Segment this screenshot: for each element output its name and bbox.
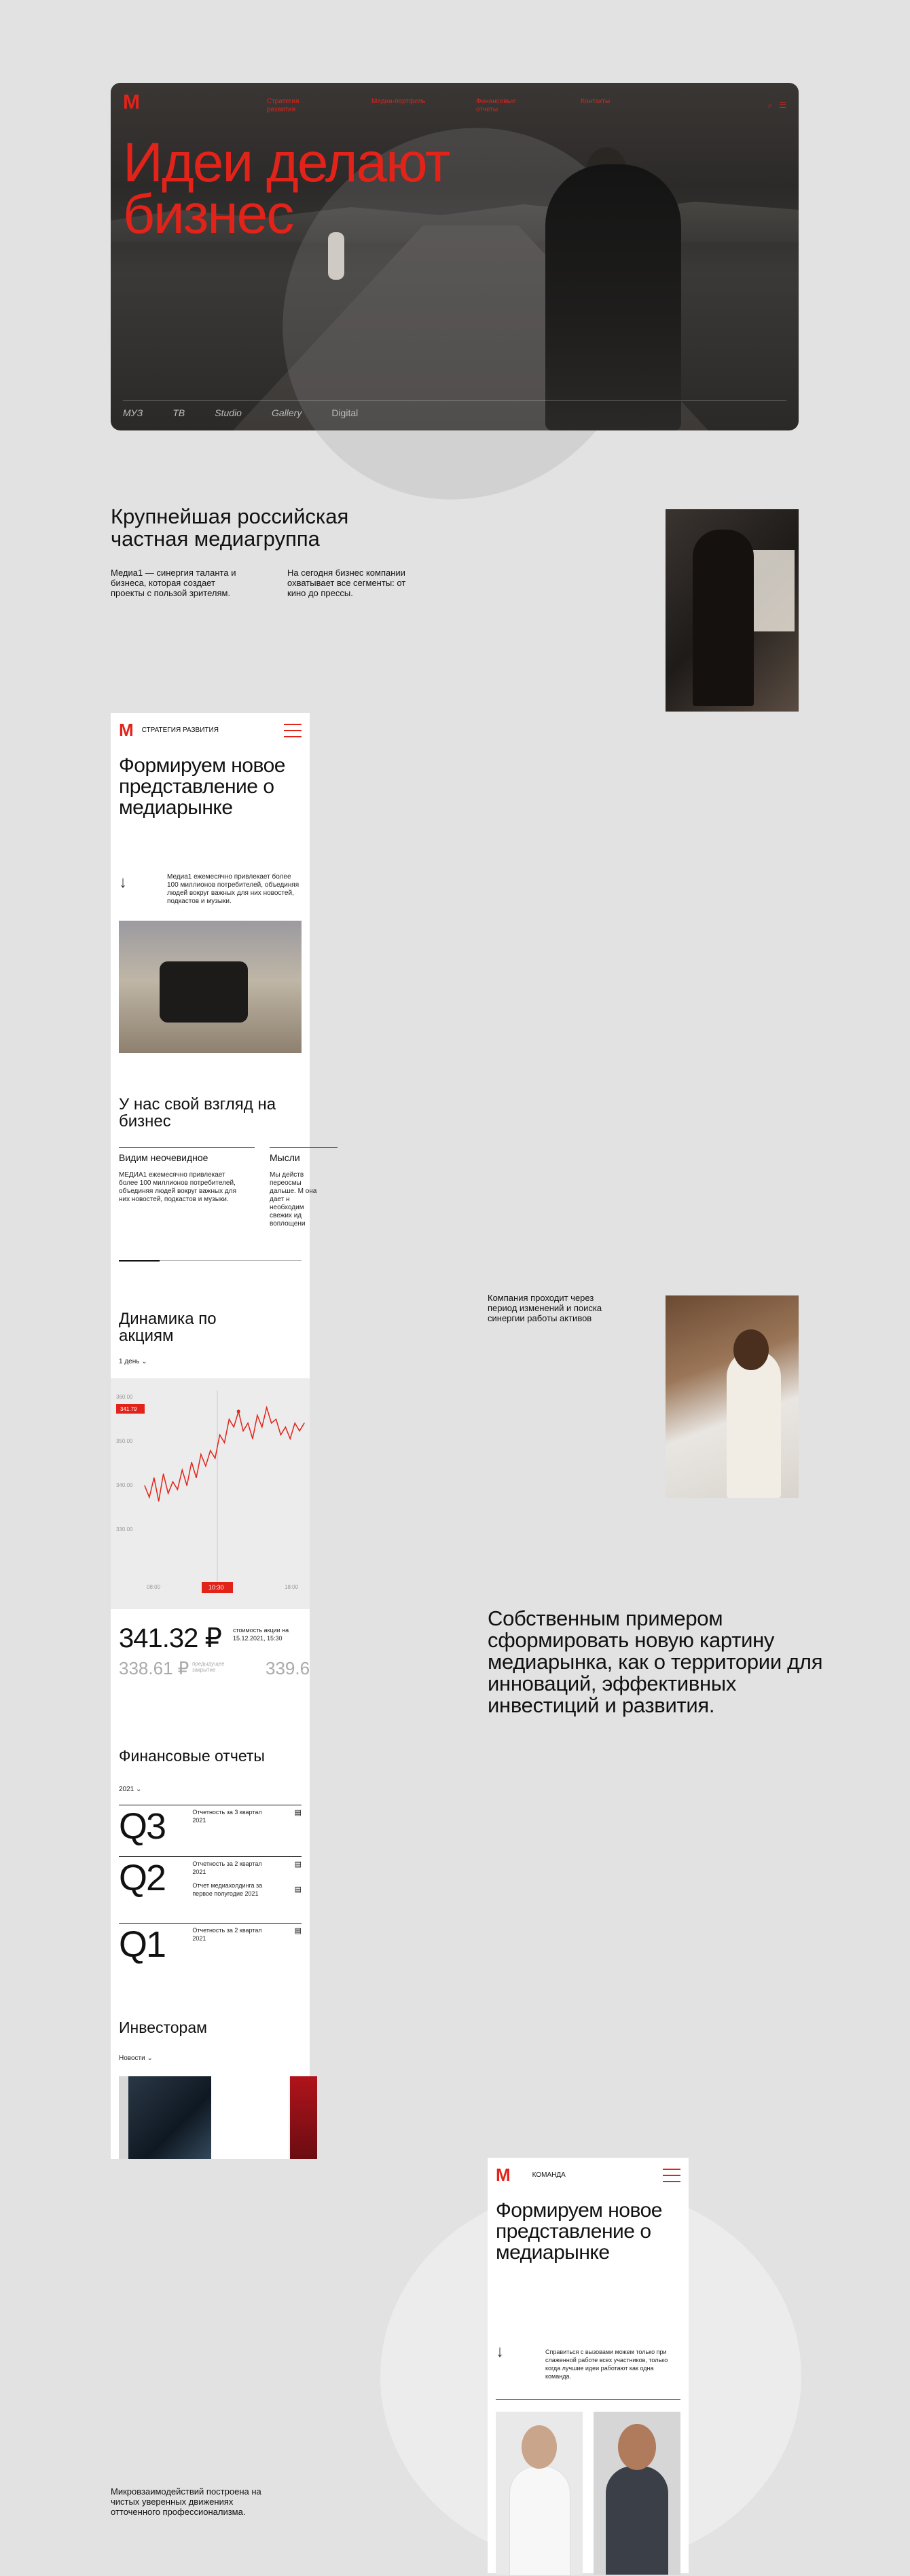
year-value: 2021 [119,1786,134,1793]
news-card-peek[interactable] [289,2076,317,2159]
report-row[interactable] [119,1856,302,1898]
prev-price-caption: предыдущее закрытие [192,1661,225,1673]
stock-price: 341.32 ₽ [119,1623,221,1653]
document-icon[interactable]: ▤ [294,1860,302,1869]
photo-figure [693,530,754,706]
mobile-header [488,2158,689,2192]
hero-icons [768,100,787,111]
brand-logo[interactable]: Gallery [271,407,302,418]
mobile-logo[interactable]: M [119,720,132,740]
about-text-left: Медиа1 — синергия таланта и бизнеса, которая создает проекты с пользой зрителям. [111,568,236,598]
arrow-down-icon: ↓ [119,873,127,891]
photo-figure-head [733,1329,769,1370]
fin-reports-title: Финансовые отчеты [119,1747,265,1765]
stock-chart-svg [111,1378,310,1609]
view-card [119,1147,255,1204]
mobile-intro: Медиа1 ежемесячно привлекает более 100 миллионов потребителей, объединяя людей вокруг важных для них новостей, подкастов и музыки. [167,873,299,905]
price-point [177,1489,178,1490]
price-point [229,1419,230,1420]
mobile-title: Формируем новое представление о медиарынке [496,2199,662,2264]
chevron-down-icon: ⌄ [136,1786,142,1793]
report-link[interactable]: Отчетность за 2 квартал 2021 [192,1927,262,1942]
member-head [522,2425,557,2469]
mobile-title: Формируем новое представление о медиарынке [119,754,285,819]
price-badge: 341.79 [120,1406,137,1412]
hero-brand-strip [123,400,786,418]
price-point [248,1422,249,1423]
price-point [290,1438,291,1439]
camera-rig-shape [160,961,248,1023]
mobile-photo-camera [119,921,302,1053]
team-member-card[interactable] [594,2412,680,2575]
document-icon[interactable]: ▤ [294,1885,302,1894]
price-point [163,1473,164,1474]
period-select[interactable] [119,1358,147,1366]
team-intro: Справиться с вызовами можем только при слаженной работе всех участников, только когда лучшие идеи работают как одна команда. [545,2349,668,2380]
mobile-mockup-team [488,2158,689,2573]
stock-chart [111,1378,310,1609]
quarter-label: Q1 [119,1924,166,1965]
report-link[interactable]: Отчетность за 3 квартал 2021 [192,1809,262,1824]
report-q1 [119,1923,302,1963]
y-tick-label: 330.00 [116,1526,133,1532]
brand-logo[interactable]: МУЗ [123,407,143,418]
stock-price-caption: стоимость акции на 15.12.2021, 15:30 [233,1627,289,1642]
chevron-down-icon: ⌄ [147,2055,153,2062]
price-point [144,1485,145,1486]
x-tick-label: 08:00 [147,1584,161,1590]
photo-figure [727,1350,781,1498]
investors-title: Инвесторам [119,2019,207,2036]
document-icons [295,1860,302,1898]
mobile-mockup-strategy [111,713,317,2159]
price-point [271,1422,272,1423]
year-select[interactable] [119,1786,141,1794]
hero-nav-item[interactable]: Медиа-портфель [371,98,426,105]
note-changes: Компания проходит через период изменений и поиска синергии работы активов [488,1293,602,1323]
mobile-section-label: КОМАНДА [532,2171,566,2179]
hero-cameraman-figure [545,164,681,430]
chart-series [144,1407,304,1501]
price-point [153,1477,154,1478]
about-text-right: На сегодня бизнес компании охватывает все сегменты: от кино до прессы. [287,568,406,598]
quarter-label: Q3 [119,1806,166,1847]
brand-logo[interactable]: Studio [215,407,242,418]
hero-nav-item[interactable]: Стратегия развития [267,98,299,113]
hero-banner [111,83,799,430]
news-select[interactable] [119,2055,153,2063]
y-tick-label: 340.00 [116,1482,133,1488]
slider-thumb[interactable] [119,1260,160,1262]
member-head [618,2424,656,2470]
view-card-title: Видим неочевидное [119,1152,208,1163]
chevron-down-icon: ⌄ [141,1358,147,1365]
mobile-logo[interactable]: M [496,2165,509,2185]
price-point [224,1442,225,1443]
price-point [210,1450,211,1451]
report-row[interactable] [119,1923,302,1963]
report-links [192,1860,267,1898]
document-icon[interactable]: ▤ [294,1927,302,1935]
burger-menu-icon[interactable] [284,724,302,737]
view-card-title: Мысли [270,1152,300,1163]
hero-nav-item[interactable]: Финансовые отчеты [476,98,516,113]
member-body [606,2466,668,2575]
y-tick-label: 350.00 [116,1438,133,1444]
dynamics-title: Динамика по акциям [119,1310,217,1345]
price-point [205,1466,206,1467]
price-point [182,1469,183,1470]
report-q2 [119,1856,302,1898]
mission-quote: Собственным примером сформировать новую картину медиарынка, как о территории для инноваций, эффективных инвестиций и развития. [488,1606,823,1717]
brand-logo[interactable]: ТВ [172,407,185,418]
about-photo [666,509,799,712]
report-row[interactable] [119,1805,302,1845]
mobile-header [111,713,310,748]
price-point [237,1410,240,1413]
menu-icon[interactable]: ☰ [779,100,786,110]
prev-price: 338.61 ₽ [119,1658,189,1678]
hero-nav [267,98,638,114]
x-tick-label: 18:00 [285,1584,299,1590]
report-link[interactable]: Отчет медиахолдинга за первое полугодие 2021 [192,1882,263,1897]
member-body [509,2466,570,2576]
woman-phone-photo [666,1295,799,1498]
view-card-text: Мы действ переосмы дальше. М она дает н необходим свежих ид воплощени [270,1171,317,1228]
slider-track[interactable] [119,1260,302,1261]
report-link[interactable]: Отчетность за 2 квартал 2021 [192,1860,262,1875]
document-icon[interactable]: ▤ [294,1809,302,1817]
hero-title-line: бизнес [123,183,293,245]
hero-logo[interactable]: M [123,91,139,113]
x-tick-label: 10:30 [208,1584,224,1591]
price-point [252,1438,253,1439]
arrow-down-icon: ↓ [496,2342,504,2361]
news-card-image [128,2076,211,2159]
hero-title-line: Идеи делают [123,132,450,194]
view-title: У нас свой взгляд на бизнес [119,1095,276,1130]
period-value: 1 день [119,1358,140,1365]
team-member-card[interactable] [496,2412,583,2575]
view-card-text: МЕДИА1 ежемесячно привлекает более 100 миллионов потребителей, объединяя людей вокруг важных для них новостей, подкастов и музыки. [119,1171,237,1203]
hero-title [123,132,530,245]
note-micro-interactions: Микровзаимодействий построена на чистых уверенных движениях отточенного профессионализма. [111,2486,261,2517]
next-price-peek: 339.6 [266,1658,310,1678]
divider [496,2399,680,2400]
report-q3 [119,1805,302,1845]
view-card [270,1147,338,1228]
quarter-label: Q2 [119,1858,166,1898]
burger-menu-icon[interactable] [663,2169,680,2182]
price-line [145,1407,304,1501]
news-card[interactable] [119,2076,211,2159]
hero-nav-item[interactable]: Контакты [581,98,611,105]
news-value: Новости [119,2055,145,2062]
search-icon[interactable]: ⌕ [767,100,773,110]
brand-logo[interactable]: Digital [331,407,359,418]
about-title: Крупнейшая российская частная медиагруппа [111,504,349,551]
y-tick-label: 360.00 [116,1394,133,1400]
mobile-section-label: СТРАТЕГИЯ РАЗВИТИЯ [141,726,219,734]
